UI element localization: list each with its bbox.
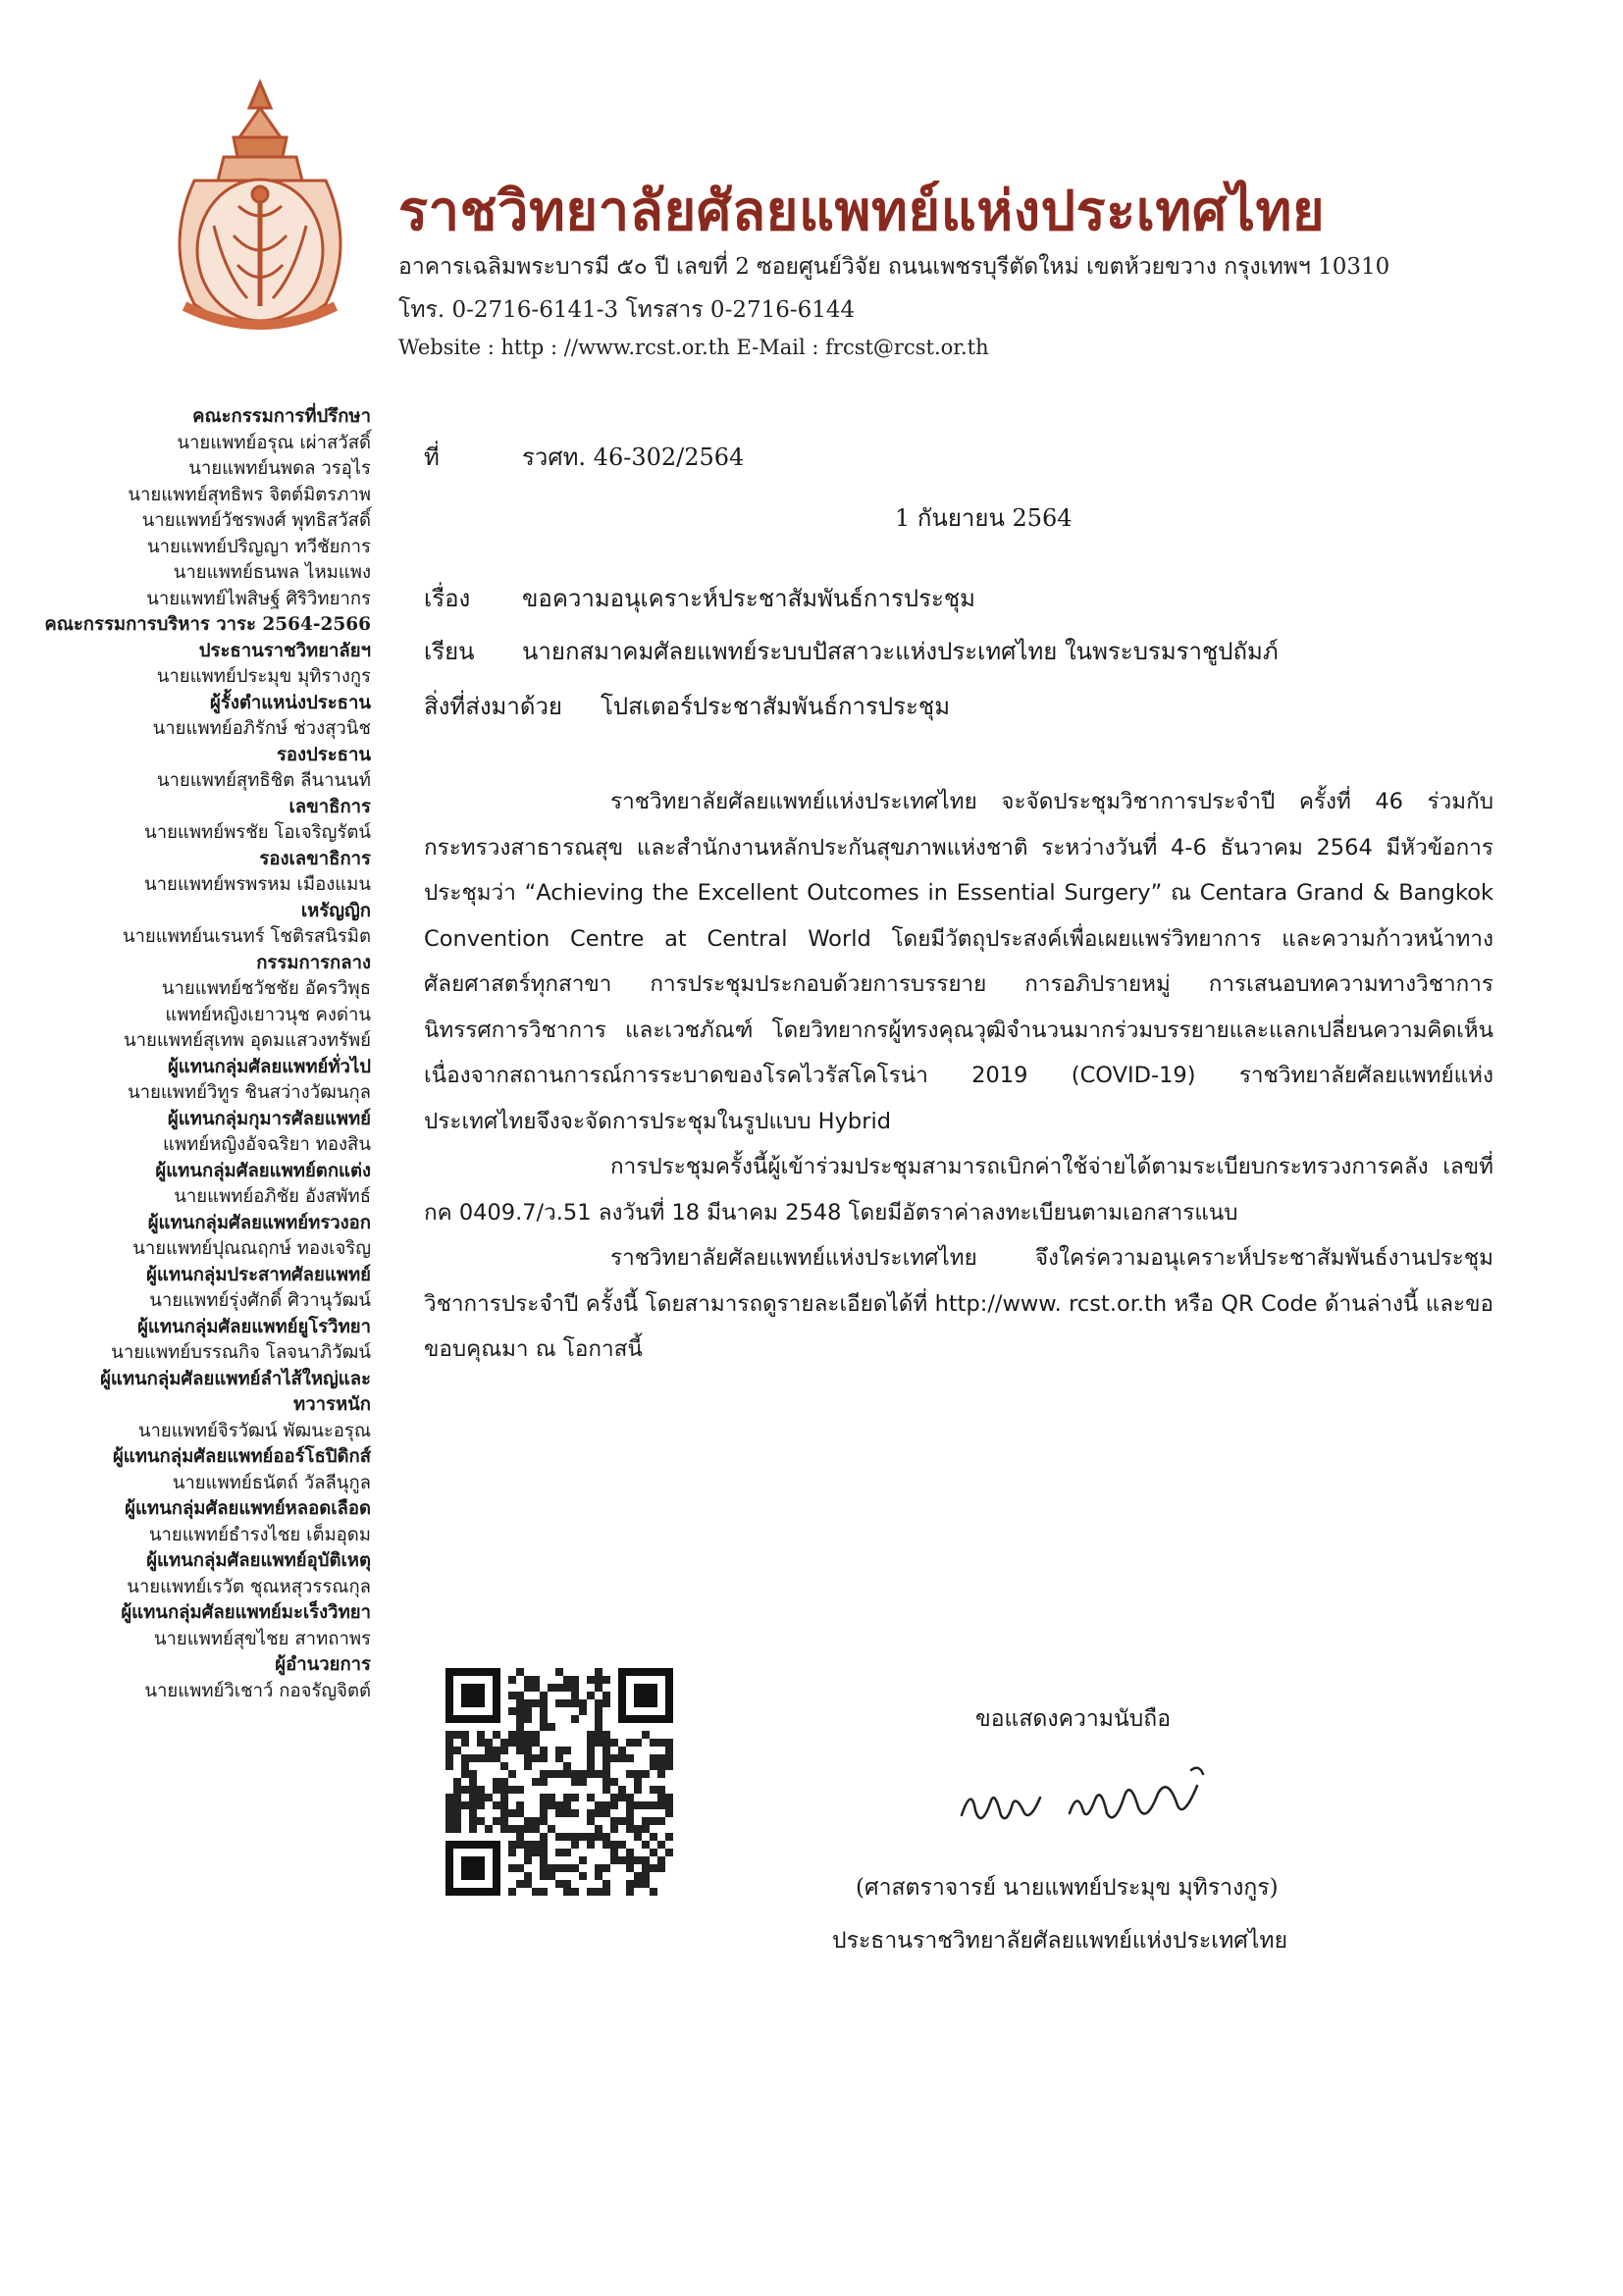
ref-number: รวศท. 46-302/2564 xyxy=(522,444,745,471)
committee-member: นายแพทย์พรชัย โอเจริญรัตน์ xyxy=(144,822,371,843)
committee-member: นายแพทย์ธำรงไชย เต็มอุดม xyxy=(148,1524,371,1545)
committee-role: ทวารหนัก xyxy=(293,1394,371,1415)
signer-position: ประธานราชวิทยาลัยศัลยแพทย์แห่งประเทศไทย xyxy=(832,1928,1288,1954)
committee-member: แพทย์หญิงอัจฉริยา ทองสิน xyxy=(162,1134,371,1155)
committee-member: นายแพทย์นเรนทร์ โชติรสนิรมิต xyxy=(122,926,371,947)
committee-member: นายแพทย์ประมุข มุทิรางกูร xyxy=(156,666,371,687)
committee-role: ผู้แทนกลุ่มศัลยแพทย์ทรวงอก xyxy=(147,1212,371,1233)
org-web: Website : http : //www.rcst.or.th E-Mail : frcst@rcst.or.th xyxy=(398,336,989,359)
committee-role: ประธานราชวิทยาลัยฯ xyxy=(198,640,371,661)
committee-member: นายแพทย์บรรณกิจ โลจนาภิวัฒน์ xyxy=(111,1342,371,1363)
letter-date: 1 กันยายน 2564 xyxy=(895,504,1073,532)
committee-member: นายแพทย์จิรวัฒน์ พัฒนะอรุณ xyxy=(137,1420,371,1441)
committee-role: รองเลขาธิการ xyxy=(259,848,371,869)
body-paragraph: การประชุมครั้งนี้ผู้เข้าร่วมประชุมสามารถเบิกค่าใช้จ่ายได้ตามระเบียบกระทรวงการคลัง เลขที่ กค 0409.7/ว.51 ลงวันที่ 18 มีนาคม 2548 โดยมีอัตราค่าลงทะเบียนตามเอกสารแนบ xyxy=(424,1154,1493,1226)
recipient-label: เรียน xyxy=(424,638,475,665)
committee-role: คณะกรรมการที่ปรึกษา xyxy=(192,406,371,427)
qr-code-icon xyxy=(445,1668,673,1896)
committee-member: นายแพทย์สุเทพ อุดมแสวงทรัพย์ xyxy=(123,1030,371,1051)
body-paragraph: ราชวิทยาลัยศัลยแพทย์แห่งประเทศไทย จะจัดประชุมวิชาการประจำปี ครั้งที่ 46 ร่วมกับ กระทรวงสาธารณสุข และสำนักงานหลักประกันสุขภาพแห่งชาติ ระหว่างวันที่ 4-6 ธันวาคม 2564 มีหัวข้อการประชุมว่า “Achieving the Excellent Outcomes in Essential Surgery” ณ Centara Grand & Bangkok Convention Centre at Central World โดยมีวัตถุประสงค์เพื่อเผยแพร่วิทยาการ และความก้าวหน้าทางศัลยศาสตร์ทุกสาขา การประชุมประกอบด้วยการบรรยาย การอภิปรายหมู่ การเสนอบทความทางวิชาการ นิทรรศการวิชาการ และเวชภัณฑ์ โดยวิทยากรผู้ทรงคุณวุฒิจำนวนมากร่วมบรรยายและแลกเปลี่ยนความคิดเห็น เนื่องจากสถานการณ์การระบาดของโรคไวรัสโคโรน่า 2019 (COVID-19) ราชวิทยาลัยศัลยแพทย์แห่งประเทศไทยจึงจะจัดการประชุมในรูปแบบ Hybrid xyxy=(424,789,1493,1134)
ref-label: ที่ xyxy=(424,444,440,471)
committee-role: กรรมการกลาง xyxy=(256,952,371,973)
committee-role: ผู้แทนกลุ่มศัลยแพทย์ยูโรวิทยา xyxy=(137,1316,371,1337)
committee-member: นายแพทย์อรุณ เผ่าสวัสดิ์ xyxy=(177,432,371,453)
committee-member: นายแพทย์อภิรักษ์ ช่วงสุวนิช xyxy=(152,718,371,739)
committee-role: ผู้แทนกลุ่มศัลยแพทย์ออร์โธปิดิกส์ xyxy=(112,1446,371,1467)
committee-role: ผู้แทนกลุ่มศัลยแพทย์ตกแต่ง xyxy=(155,1160,371,1181)
handwritten-signature-icon xyxy=(952,1756,1246,1845)
committee-role: ผู้แทนกลุ่มศัลยแพทย์หลอดเลือด xyxy=(125,1498,371,1519)
org-address: อาคารเฉลิมพระบารมี ๕๐ ปี เลขที่ 2 ซอยศูนย์วิจัย ถนนเพชรบุรีตัดใหม่ เขตห้วยขวาง กรุงเทพฯ 10310 xyxy=(398,254,1390,280)
committee-member: นายแพทย์วัชรพงศ์ พุทธิสวัสดิ์ xyxy=(141,510,371,531)
committee-role: เลขาธิการ xyxy=(288,796,371,817)
recipient-row xyxy=(424,632,1279,670)
committee-member: นายแพทย์สุทธิพร จิตต์มิตรภาพ xyxy=(128,484,371,505)
committee-role: ผู้แทนกลุ่มกุมารศัลยแพทย์ xyxy=(167,1108,371,1129)
enclosure-text: โปสเตอร์ประชาสัมพันธ์การประชุม xyxy=(601,693,951,720)
subject-text: ขอความอนุเคราะห์ประชาสัมพันธ์การประชุม xyxy=(522,585,975,612)
committee-member: นายแพทย์เรวัต ชุณหสุวรรณกุล xyxy=(127,1576,371,1597)
committee-role: ผู้แทนกลุ่มศัลยแพทย์อุบัติเหตุ xyxy=(146,1550,371,1571)
committee-member: นายแพทย์ธนพล ไหมแพง xyxy=(173,562,371,583)
committee-role: ผู้อำนวยการ xyxy=(275,1654,371,1675)
subject-row xyxy=(424,579,975,617)
letter-body xyxy=(424,779,1493,1373)
signer-name: (ศาสตราจารย์ นายแพทย์ประมุข มุทิรางกูร) xyxy=(856,1875,1279,1901)
committee-role: ผู้รั้งตำแหน่งประธาน xyxy=(210,692,371,713)
committee-member: นายแพทย์พรพรหม เมืองแมน xyxy=(144,874,371,895)
committee-member: นายแพทย์ปริญญา ทวีชัยการ xyxy=(146,536,371,557)
committee-member: นายแพทย์ไพสิษฐ์ ศิริวิทยากร xyxy=(146,588,371,609)
committee-role: ผู้แทนกลุ่มประสาทศัลยแพทย์ xyxy=(146,1264,371,1285)
committee-member: นายแพทย์ชวัชชัย อัครวิพุธ xyxy=(161,978,371,999)
committee-role: คณะกรรมการบริหาร วาระ 2564-2566 xyxy=(44,614,371,635)
committee-member: นายแพทย์ธนัตถ์ วัลลีนุกูล xyxy=(172,1472,371,1493)
committee-member: นายแพทย์นพดล วรอุไร xyxy=(188,458,371,479)
subject-label: เรื่อง xyxy=(424,585,471,612)
committee-member: นายแพทย์รุ่งศักดิ์ ศิวานุวัฒน์ xyxy=(149,1290,371,1311)
committee-sidebar xyxy=(12,404,371,1704)
committee-member: แพทย์หญิงเยาวนุช คงด่าน xyxy=(165,1004,371,1025)
org-title: ราชวิทยาลัยศัลยแพทย์แห่งประเทศไทย xyxy=(398,179,1326,243)
committee-role: ผู้แทนกลุ่มศัลยแพทย์ทั่วไป xyxy=(167,1056,371,1077)
committee-member: นายแพทย์ปุณณฤกษ์ ทองเจริญ xyxy=(132,1238,371,1259)
committee-member: นายแพทย์วิทูร ชินสว่างวัฒนกุล xyxy=(127,1082,371,1103)
body-paragraph: ราชวิทยาลัยศัลยแพทย์แห่งประเทศไทย จึงใคร่ความอนุเคราะห์ประชาสัมพันธ์งานประชุมวิชาการประจำปี ครั้งนี้ โดยสามารถดูรายละเอียดได้ที่ http://www. rcst.or.th หรือ QR Code ด้านล่างนี้ และขอขอบคุณมา ณ โอกาสนี้ xyxy=(424,1245,1493,1362)
closing-text: ขอแสดงความนับถือ xyxy=(975,1706,1172,1732)
royal-college-seal-icon xyxy=(155,78,365,351)
committee-role: เหรัญญิก xyxy=(300,900,371,921)
committee-member: นายแพทย์วิเชาว์ กอจรัญจิตต์ xyxy=(144,1680,371,1701)
enclosure-row xyxy=(424,687,950,725)
committee-role: ผู้แทนกลุ่มศัลยแพทย์มะเร็งวิทยา xyxy=(121,1602,371,1623)
committee-member: นายแพทย์สุทธิชิต ลีนานนท์ xyxy=(156,770,371,791)
committee-role: ผู้แทนกลุ่มศัลยแพทย์ลำไส้ใหญ่และ xyxy=(100,1368,371,1389)
recipient-text: นายกสมาคมศัลยแพทย์ระบบปัสสาวะแห่งประเทศไทย ในพระบรมราชูปถัมภ์ xyxy=(522,638,1279,665)
committee-member: นายแพทย์สุขไชย สาทถาพร xyxy=(153,1628,371,1649)
enclosure-label: สิ่งที่ส่งมาด้วย xyxy=(424,693,562,720)
org-phone: โทร. 0-2716-6141-3 โทรสาร 0-2716-6144 xyxy=(398,297,856,323)
committee-role: รองประธาน xyxy=(276,744,371,765)
committee-member: นายแพทย์อภิชัย อังสพัทธ์ xyxy=(174,1186,371,1207)
